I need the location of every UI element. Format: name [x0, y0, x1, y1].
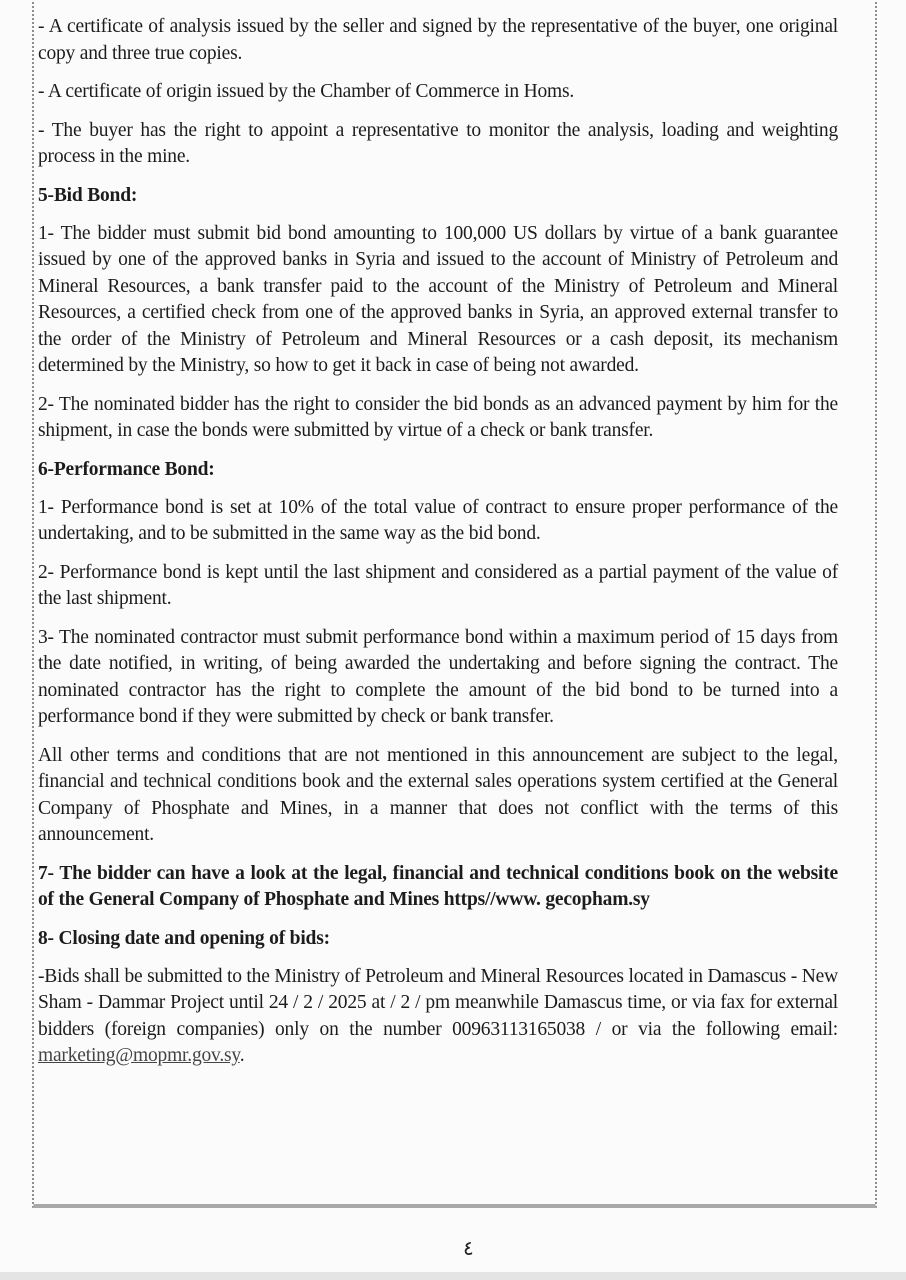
intro-item: - A certificate of origin issued by the Chamber of Commerce in Homs.: [38, 81, 575, 102]
intro-item: - The buyer has the right to appoint a representative to monitor the analysis, loading and weighting process in the mine.: [38, 119, 838, 167]
performance-bond-item: 3- The nominated contractor must submit performance bond within a maximum period of 15 days from the date notified, in writing, of being awarded the undertaking and before signing the contract. The nominated contractor has the right to complete the amount of the bid bond to be turned into a performance bond if they were submitted by check or bank transfer.: [38, 626, 838, 727]
section-heading-closing-date: 8- Closing date and opening of bids:: [38, 927, 330, 949]
general-terms-paragraph: All other terms and conditions that are not mentioned in this announcement are subject to the legal, financial and technical conditions book and the external sales operations system certified at the General Company of Phosphate and Mines, in a manner that does not conflict with the terms of this announcement.: [38, 744, 838, 845]
conditions-book-paragraph: 7- The bidder can have a look at the legal, financial and technical conditions book on the website of the General Company of Phosphate and Mines https//www. gecopham.sy: [38, 862, 838, 910]
bid-bond-item: 2- The nominated bidder has the right to consider the bid bonds as an advanced payment by him for the shipment, in case the bonds were submitted by virtue of a check or bank transfer.: [38, 393, 838, 441]
closing-punctuation: .: [239, 1045, 245, 1066]
performance-bond-item: 1- Performance bond is set at 10% of the total value of contract to ensure proper performance of the undertaking, and to be submitted in the same way as the bid bond.: [38, 496, 838, 544]
page-bottom-edge: [0, 1272, 906, 1280]
section-heading-bid-bond: 5-Bid Bond:: [38, 184, 138, 206]
section-heading-performance-bond: 6-Performance Bond:: [38, 458, 215, 480]
closing-paragraph: [38, 964, 838, 1070]
bid-bond-item: 1- The bidder must submit bid bond amounting to 100,000 US dollars by virtue of a bank guarantee issued by one of the approved banks in Syria and issued to the account of Ministry of Petroleum and Mineral Resources, a bank transfer paid to the account of the Ministry of Petroleum and Mineral Resources, a certified check from one of the approved banks in Syria, an approved external transfer to the order of the Ministry of Petroleum and Mineral Resources or a cash deposit, its mechanism determined by the Ministry, so how to get it back in case of being not awarded.: [38, 222, 838, 376]
performance-bond-item: 2- Performance bond is kept until the last shipment and considered as a partial payment of the value of the last shipment.: [38, 561, 838, 609]
page-number: ٤: [463, 1236, 474, 1260]
intro-item: - A certificate of analysis issued by the seller and signed by the representative of the buyer, one original copy and three true copies.: [38, 16, 838, 64]
document-body: [38, 4, 838, 1070]
email-link[interactable]: marketing@mopmr.gov.sy: [38, 1045, 240, 1066]
closing-text: -Bids shall be submitted to the Ministry of Petroleum and Mineral Resources located in Damascus - New Sham - Dammar Project until 24 / 2 / 2025 at / 2 / pm meanwhile Damascus time, or via fax for external bidders (foreign companies) only on the number 00963113165038 / or via the following email:: [38, 965, 838, 1040]
